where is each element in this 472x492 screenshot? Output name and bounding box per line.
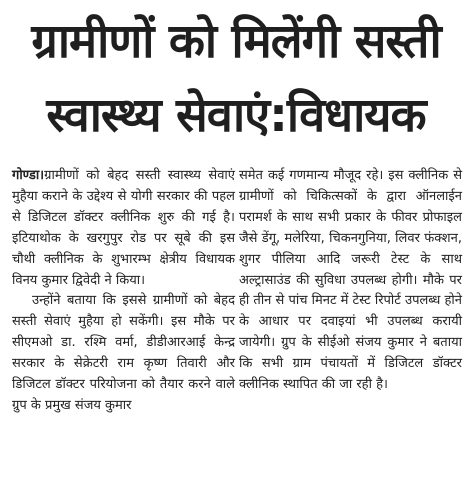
headline-line-2: स्वास्थ्य सेवाएं:विधायक [46,88,426,143]
article-paragraph-1-text: ग्रामीणों को बेहद सस्ती स्वास्थ्य सेवाएं मुहैया कराने के उद्देश्य से योगी सरकार की पहल से डिजिटल डॉक्टर क्लीनिक शुरु की गई है। इटियाथोक के खरगुपुर रोड पर सूबे की इस चौथी क्लीनिक के शुभारम्भ क्षेत्रीय विधायक विनय कुमार द्विवेदी ने किया। [12,168,235,288]
article-column-left [12,166,235,417]
article-paragraph-2: उन्होंने बताया कि इससे ग्रामीणों को बेहद सस्ती सेवाएं मुहैया हो सकेंगी। इस मौके पर सीएमओ डा. रश्मि वर्मा, डीडीआरआई केन्द्र सरकार के सेक्रेटरी राम कृष्ण तिवारी और डिजिटल डॉक्टर परियोजना को तैयार करने वाले ग्रुप के प्रमुख संजय कुमार [12,293,235,413]
headline-line-1: ग्रामीणों को मिलेंगी सस्ती [31,14,441,69]
article-column-right [239,166,462,396]
article-paragraph-3: समेत कई गणमान्य मौजूद रहे। इस क्लीनिक से ग्रामीणों को चिकित्सकों के द्वारा ऑनलाईन परामर्श के साथ सभी प्रकार के फीवर प्रोफाइल जैसे डेंगू, मलेरिया, चिकनगुनिया, लिवर फंक्शन, शुगर पीलिया आदि जरूरी टेस्ट के साथ अल्ट्रासाउंड की सुविधा उपलब्ध होगी। मौके पर ही तीन से पांच मिनट में टेस्ट रिपोर्ट उपलब्ध होने के आधार पर दवाइयां भी उपलब्ध करायी जायेगी। ग्रुप के सीईओ संजय कुमार ने बताया कि सभी ग्राम पंचायतों में डिजिटल डॉक्टर क्लीनिक स्थापित की जा रही है। [239,168,462,393]
article-paragraph-1 [12,166,235,291]
dateline: गोण्डा। [12,168,45,183]
